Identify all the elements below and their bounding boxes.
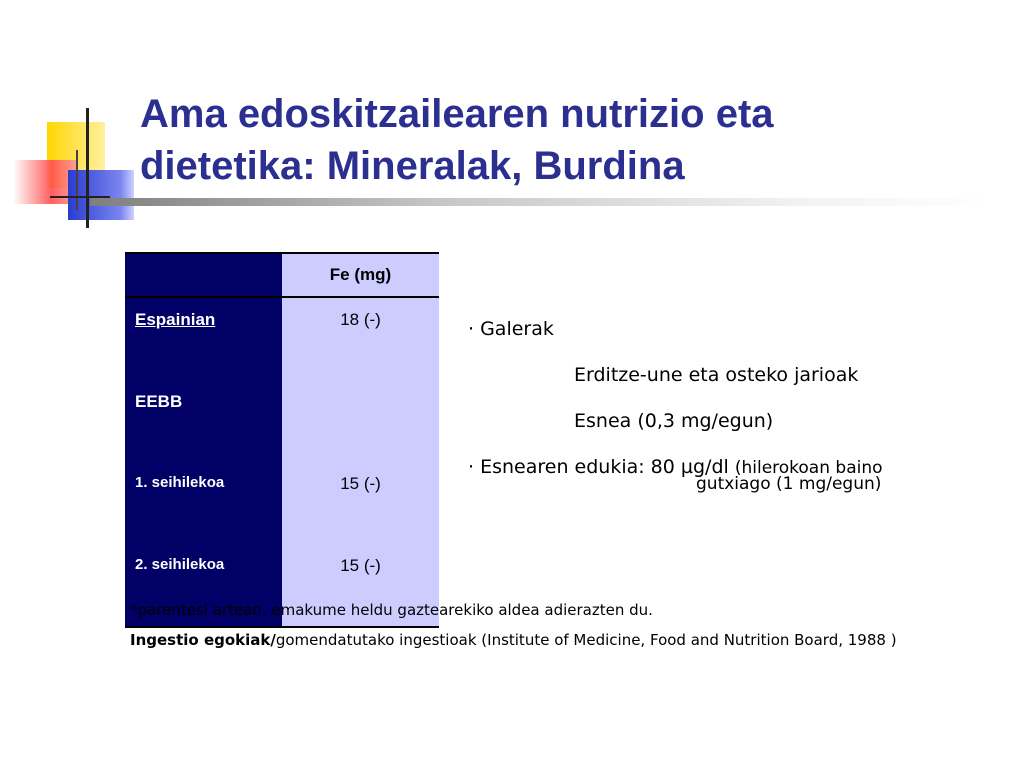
row-label: Espainian (125, 297, 282, 380)
bullet-text: · Esnearen edukia: 80 µg/dl (468, 456, 729, 478)
bullet-galerak: · Galerak (468, 318, 554, 340)
logo-line (50, 196, 110, 198)
row-label: 1. seihilekoa (125, 462, 282, 544)
row-label: 2. seihilekoa (125, 544, 282, 627)
reference-note (130, 628, 930, 652)
slide-title (140, 88, 1000, 192)
red-square (13, 160, 77, 204)
title-line-1: Ama edoskitzailearen nutrizio eta (140, 92, 774, 136)
footnote: *parentesi artean, emakume heldu gaztearekiko aldea adierazten du. (130, 601, 653, 619)
reference-rest: gomendatutako ingestioak (Institute of Medicine, Food and Nutrition Board, 1988 ) (275, 631, 897, 649)
row-value: 15 (-) (282, 462, 439, 544)
table-row (125, 462, 439, 544)
bullet-continuation: gutxiago (1 mg/egun) (696, 474, 882, 494)
table-row (125, 297, 439, 380)
row-value: 15 (-) (282, 544, 439, 627)
logo-line (76, 150, 78, 210)
blue-square (68, 170, 134, 220)
bullet-note: (hilerokoan baino (734, 458, 883, 478)
yellow-square (47, 122, 105, 188)
header-cell-empty (125, 253, 282, 297)
table-row (125, 380, 439, 462)
header-cell-fe: Fe (mg) (282, 253, 439, 297)
row-value (282, 380, 439, 462)
footer-notes (130, 598, 930, 658)
title-underline (90, 198, 990, 206)
title-line-2: dietetika: Mineralak, Burdina (140, 144, 685, 188)
row-value: 18 (-) (282, 297, 439, 380)
table-header-row (125, 253, 439, 297)
notes-list (468, 306, 1008, 494)
row-label: EEBB (125, 380, 282, 462)
reference-bold: Ingestio egokiak/ (130, 631, 276, 649)
iron-table (125, 252, 439, 628)
logo-line (86, 108, 89, 228)
sub-item: Erditze-une eta osteko jarioak (574, 364, 859, 386)
sub-item: Esnea (0,3 mg/egun) (574, 410, 774, 432)
